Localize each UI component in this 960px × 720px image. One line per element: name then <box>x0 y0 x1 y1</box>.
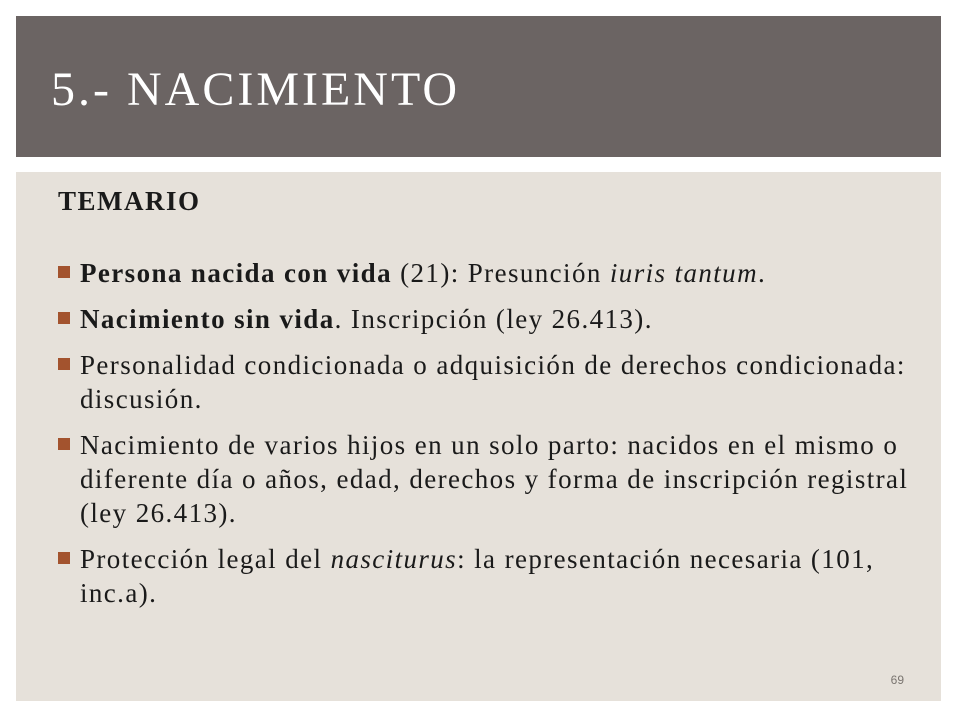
page-number: 69 <box>890 673 904 687</box>
bullet-text: Nacimiento de varios hijos en un solo parto: nacidos en el mismo o diferente día o años, edad, derechos y forma de inscripción registral (ley 26.413). <box>80 430 909 528</box>
title-bar <box>16 16 941 157</box>
bullet-list <box>58 256 918 622</box>
content-panel <box>16 172 941 701</box>
bullet-italic: iuris tantum <box>609 258 758 288</box>
square-bullet-icon <box>58 552 70 564</box>
square-bullet-icon <box>58 312 70 324</box>
bullet-bold: Nacimiento sin vida <box>80 304 335 334</box>
bullet-item <box>58 348 918 416</box>
bullet-item <box>58 542 918 610</box>
bullet-text-end: : la representación necesaria (101, inc.a). <box>80 544 875 608</box>
bullet-item <box>58 256 918 290</box>
bullet-text: (21): Presunción <box>391 258 610 288</box>
square-bullet-icon <box>58 438 70 450</box>
bullet-text-end: . <box>757 258 767 288</box>
bullet-item <box>58 428 918 530</box>
bullet-text: Personalidad condicionada o adquisición de derechos condicionada: discusión. <box>80 350 906 414</box>
bullet-bold: Persona nacida con vida <box>80 258 392 288</box>
bullet-text: . Inscripción (ley 26.413). <box>334 304 653 334</box>
bullet-text: Protección legal del <box>80 544 331 574</box>
square-bullet-icon <box>58 358 70 370</box>
slide-title: 5.- NACIMIENTO <box>51 63 461 116</box>
bullet-italic: nasciturus <box>330 544 458 574</box>
bullet-item <box>58 302 918 336</box>
slide-subtitle: TEMARIO <box>58 186 201 216</box>
square-bullet-icon <box>58 266 70 278</box>
